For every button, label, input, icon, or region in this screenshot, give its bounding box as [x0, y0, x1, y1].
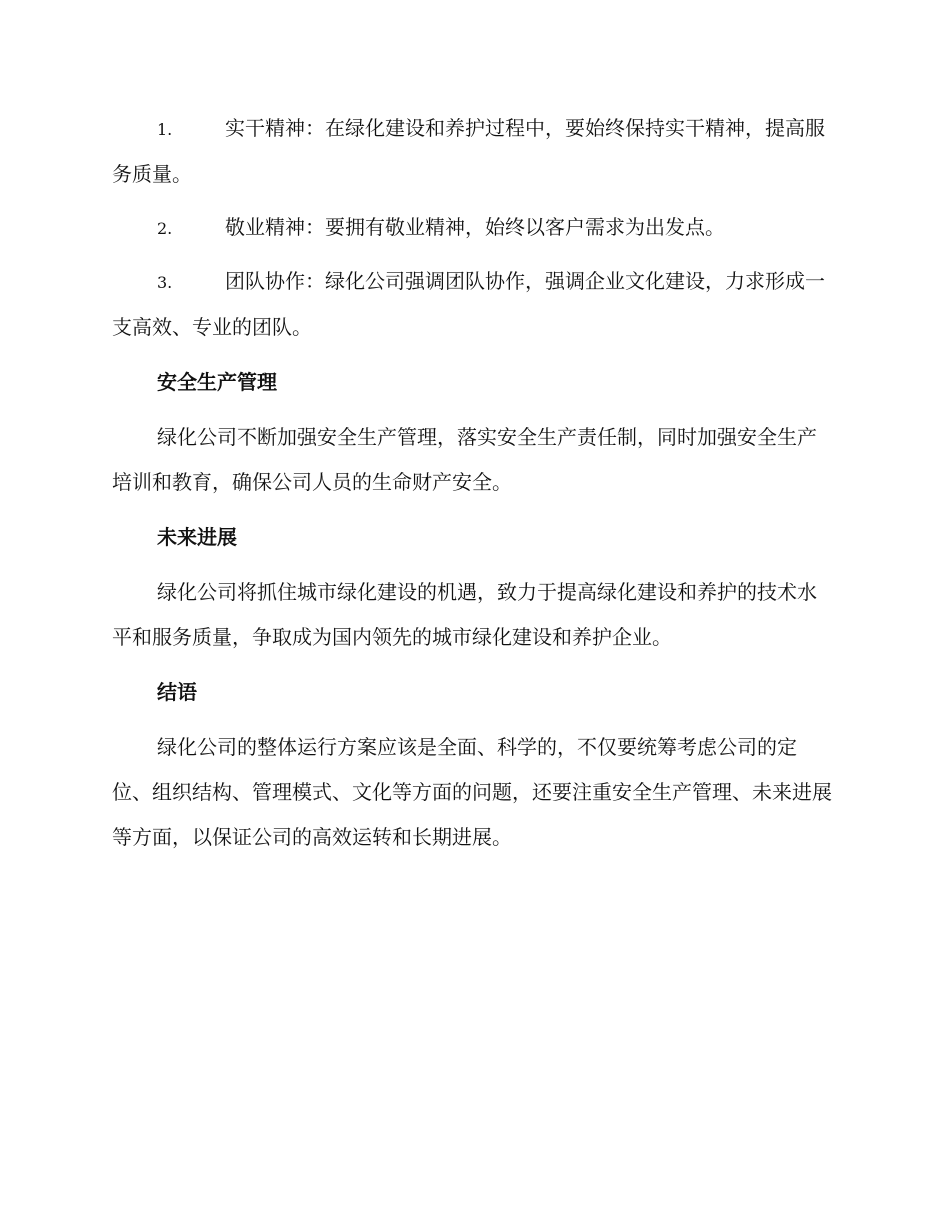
- list-item-number: 2.: [157, 219, 173, 238]
- list-item: [112, 106, 834, 197]
- list-item-text: 敬业精神：要拥有敬业精神，始终以客户需求为出发点。: [225, 215, 725, 239]
- list-item-number: 3.: [157, 273, 173, 292]
- section-heading-conclusion: 结语: [157, 680, 197, 704]
- section-heading-future: 未来进展: [157, 525, 237, 549]
- list-item: [112, 205, 834, 251]
- list-item-number: 1.: [157, 120, 173, 139]
- list-item: [112, 259, 834, 350]
- list-item-text: 团队协作：绿化公司强调团队协作，强调企业文化建设，力求形成一支高效、专业的团队。: [112, 269, 825, 339]
- list-item-text: 实干精神：在绿化建设和养护过程中，要始终保持实干精神，提高服务质量。: [112, 116, 825, 186]
- section-paragraph-conclusion: 绿化公司的整体运行方案应该是全面、科学的，不仅要统筹考虑公司的定位、组织结构、管理模式、文化等方面的问题，还要注重安全生产管理、未来进展等方面，以保证公司的高效运转和长期进展。: [112, 735, 832, 849]
- section-heading-safety: 安全生产管理: [157, 370, 277, 394]
- section-paragraph-safety: 绿化公司不断加强安全生产管理，落实安全生产责任制，同时加强安全生产培训和教育，确保公司人员的生命财产安全。: [112, 425, 817, 494]
- section-paragraph-future: 绿化公司将抓住城市绿化建设的机遇，致力于提高绿化建设和养护的技术水平和服务质量，争取成为国内领先的城市绿化建设和养护企业。: [112, 580, 817, 649]
- document-content: [112, 106, 834, 868]
